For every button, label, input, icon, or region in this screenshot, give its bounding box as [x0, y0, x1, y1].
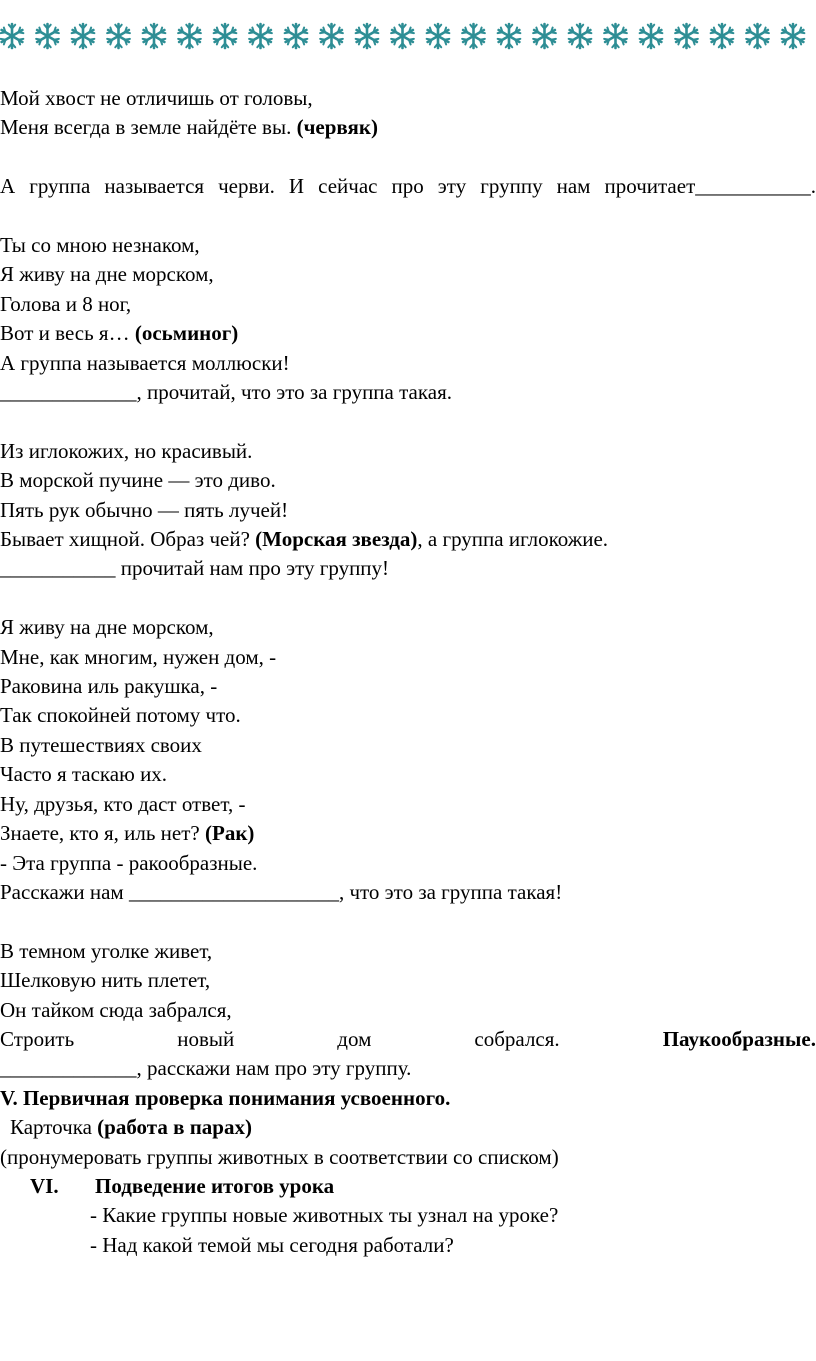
text-line	[0, 731, 816, 760]
text-line	[0, 319, 816, 348]
text-run: В морской пучине — это диво.	[0, 468, 276, 493]
snowflake-icon	[356, 24, 379, 48]
text-run: Бывает хищной. Образ чей?	[0, 527, 256, 552]
text-run: Пять рук обычно — пять лучей!	[0, 497, 289, 522]
text-run: Расскажи нам ____________________, что это за группа такая!	[0, 879, 563, 904]
text-line	[0, 966, 816, 995]
text-line	[0, 613, 816, 642]
text-run: Мой хвост не отличишь от головы,	[0, 86, 313, 110]
text-run: _____________, прочитай, что это за группа такая.	[0, 380, 452, 405]
text-run: - Эта группа - ракообразные.	[0, 850, 258, 875]
text-run: Я живу на дне морском,	[0, 615, 214, 640]
text-run: Ну, друзья, кто даст ответ, -	[0, 791, 246, 816]
text-line	[0, 937, 816, 966]
snowflake-icon	[746, 24, 769, 48]
text-run: Голова и 8 ног,	[0, 291, 132, 316]
snowflake-icon	[143, 24, 166, 48]
snowflake-icon	[640, 24, 663, 48]
bold-text: V. Первичная проверка понимания усвоенного.	[0, 1085, 451, 1110]
text-run: Шелковую нить плетет,	[0, 968, 211, 993]
snowflake-icon	[72, 24, 95, 48]
text-line	[0, 496, 816, 525]
text-line	[0, 290, 816, 319]
snowflake-icon	[1, 24, 24, 48]
text-run: Мне, как многим, нужен дом, -	[0, 644, 277, 669]
text-run: ___________ прочитай нам про эту группу!	[0, 556, 390, 581]
text-run: Карточка	[10, 1115, 98, 1140]
snowflake-icon	[107, 24, 130, 48]
text-run: _____________, расскажи нам про эту группу.	[0, 1056, 412, 1081]
text-run: Знаете, кто я, иль нет?	[0, 821, 205, 846]
bold-text: (работа в парах)	[97, 1115, 252, 1140]
text-line	[0, 231, 816, 260]
snowflake-icon	[533, 24, 556, 48]
snowflake-icon	[36, 24, 59, 48]
text-line	[0, 466, 816, 495]
text-run: Ты со мною незнаком,	[0, 233, 200, 257]
text-line	[0, 349, 816, 378]
bold-text: (Рак)	[205, 821, 255, 846]
text-line	[0, 849, 816, 878]
text-line	[0, 1201, 816, 1230]
bold-text: Подведение итогов урока	[95, 1173, 335, 1198]
snowflake-icon	[711, 24, 734, 48]
text-line	[0, 701, 816, 730]
text-run: Я живу на дне морском,	[0, 262, 214, 287]
text-run: (пронумеровать группы животных в соответствии со списком)	[0, 1144, 559, 1169]
text-run: Из иглокожих, но красивый.	[0, 438, 253, 463]
text-line	[0, 378, 816, 407]
snowflake-icon	[675, 24, 698, 48]
text-line	[0, 1143, 816, 1172]
text-run: , а группа иглокожие.	[417, 527, 609, 552]
snowflake-border	[0, 16, 816, 56]
snowflake-icon	[604, 24, 627, 48]
blank-line	[0, 584, 816, 613]
bold-text: (осьминог)	[134, 321, 239, 346]
text-run: Строить новый дом собрался.	[0, 1026, 663, 1051]
text-line	[0, 760, 816, 789]
bold-text: (Морская звезда)	[255, 527, 418, 552]
text-line	[0, 1054, 816, 1083]
text-line	[0, 113, 816, 142]
text-run: Так спокойней потому что.	[0, 703, 241, 728]
text-line	[0, 1025, 816, 1054]
text-line	[0, 554, 816, 583]
text-run: А группа называется моллюски!	[0, 350, 290, 375]
snowflake-icon	[498, 24, 521, 48]
text-line	[0, 525, 816, 554]
blank-line	[0, 907, 816, 936]
snowflake-icon	[249, 24, 272, 48]
snowflake-icon	[782, 24, 805, 48]
snowflake-icon	[391, 24, 414, 48]
text-line	[0, 437, 816, 466]
text-run: - Над какой темой мы сегодня работали?	[90, 1232, 454, 1257]
document-body	[0, 84, 816, 1260]
text-line	[0, 1231, 816, 1260]
text-line	[0, 790, 816, 819]
text-line	[0, 1113, 816, 1142]
blank-line	[0, 143, 816, 172]
bold-text: (червяк)	[296, 115, 378, 140]
snowflake-border-svg	[0, 16, 816, 56]
bold-text: Паукообразные.	[662, 1026, 816, 1051]
text-run: В путешествиях своих	[0, 732, 202, 757]
snowflake-icon	[285, 24, 308, 48]
text-line	[0, 260, 816, 289]
snowflake-icon	[214, 24, 237, 48]
text-run: В темном уголке живет,	[0, 938, 213, 963]
snowflake-icon	[427, 24, 450, 48]
text-line	[0, 643, 816, 672]
bold-text: VI.	[30, 1173, 59, 1198]
text-line	[0, 84, 816, 113]
text-line	[0, 1172, 816, 1201]
text-run: Вот и весь я…	[0, 321, 135, 346]
text-line	[0, 819, 816, 848]
text-line	[0, 878, 816, 907]
text-line	[0, 996, 816, 1025]
text-line	[0, 172, 816, 201]
text-run: Раковина иль ракушка, -	[0, 674, 218, 699]
text-run: Часто я таскаю их.	[0, 762, 168, 787]
text-run: - Какие группы новые животных ты узнал на уроке?	[90, 1203, 559, 1228]
text-run: А группа называется черви. И сейчас про эту группу нам прочитает___________.	[0, 174, 816, 199]
text-line	[0, 672, 816, 701]
snowflake-icon	[178, 24, 201, 48]
text-line	[0, 1084, 816, 1113]
blank-line	[0, 407, 816, 436]
snowflake-icon	[320, 24, 343, 48]
blank-line	[0, 202, 816, 231]
text-run: Он тайком сюда забрался,	[0, 997, 232, 1022]
snowflake-icon	[462, 24, 485, 48]
snowflake-icon	[569, 24, 592, 48]
text-run: Меня всегда в земле найдёте вы.	[0, 115, 297, 140]
